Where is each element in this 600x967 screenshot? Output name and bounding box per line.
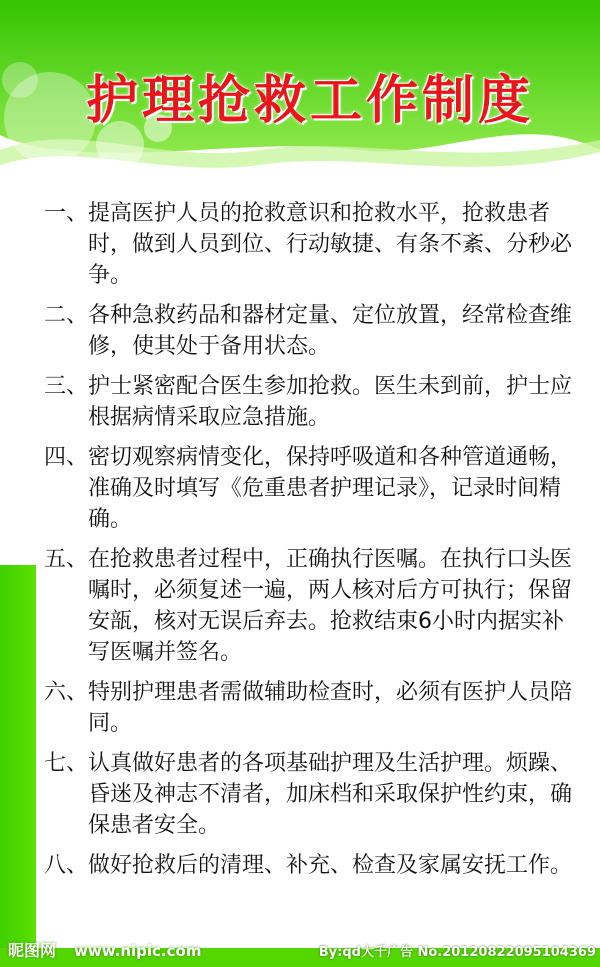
watermark-url: www.nipic.com — [74, 942, 202, 960]
rule-text: 护士紧密配合医生参加抢救。医生未到前，护士应根据病情采取应急措施。 — [88, 374, 573, 430]
rule-item — [44, 850, 584, 881]
watermark — [8, 938, 201, 961]
rule-item — [44, 748, 584, 841]
rule-number: 八、 — [44, 853, 89, 878]
rule-number: 二、 — [44, 303, 89, 328]
rule-text: 各种急救药品和器材定量、定位放置，经常检查维修，使其处于备用状态。 — [88, 303, 573, 359]
rule-text: 在抢救患者过程中，正确执行医嘱。在执行口头医嘱时，必须复述一遍，两人核对后方可执行；保留安瓿，核对无误后弃去。抢救结束6小时内据实补写医嘱并签名。 — [88, 547, 573, 665]
rule-number: 四、 — [44, 445, 89, 470]
rules-list — [44, 198, 584, 890]
rule-text: 密切观察病情变化，保持呼吸道和各种管道通畅，准确及时填写《危重患者护理记录》，记录时间精确。 — [88, 445, 573, 532]
rule-item — [44, 371, 584, 433]
rule-item — [44, 300, 584, 362]
rule-item — [44, 442, 584, 535]
rule-item — [44, 198, 584, 291]
rule-text: 特别护理患者需做辅助检查时，必须有医护人员陪同。 — [88, 680, 573, 736]
rule-item — [44, 677, 584, 739]
page-title: 护理抢救工作制度 — [85, 71, 534, 131]
watermark-credit: By:qd大千广告 No.20120822095104369 — [318, 945, 596, 960]
rule-number: 一、 — [44, 201, 89, 226]
rule-text: 做好抢救后的清理、补充、检查及家属安抚工作。 — [88, 853, 573, 878]
rule-number: 七、 — [44, 751, 89, 776]
rule-number: 五、 — [44, 547, 89, 572]
rule-number: 六、 — [44, 680, 89, 705]
rule-text: 认真做好患者的各项基础护理及生活护理。烦躁、昏迷及神志不清者，加床档和采取保护性约束，确保患者安全。 — [88, 751, 573, 838]
watermark-brand: 昵图网 — [8, 941, 57, 960]
rule-number: 三、 — [44, 374, 89, 399]
rule-item — [44, 544, 584, 668]
left-green-stripe — [0, 565, 36, 967]
rule-text: 提高医护人员的抢救意识和抢救水平，抢救患者时，做到人员到位、行动敏捷、有条不紊、分秒必争。 — [88, 201, 573, 288]
